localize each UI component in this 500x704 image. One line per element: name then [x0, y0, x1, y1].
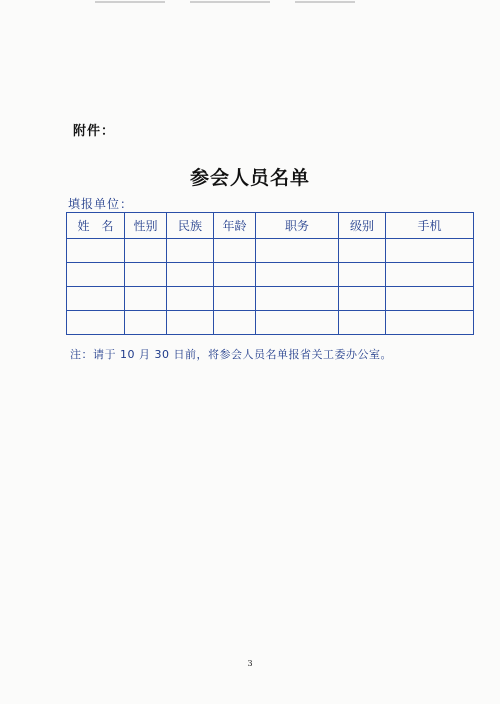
table-cell[interactable]: [167, 239, 214, 263]
table-cell[interactable]: [125, 287, 167, 311]
table-cell[interactable]: [256, 239, 339, 263]
header-position: 职务: [256, 213, 339, 239]
submission-note: 注：请于 10 月 30 日前，将参会人员名单报省关工委办公室。: [70, 348, 392, 361]
header-mobile: 手机: [386, 213, 474, 239]
table-cell[interactable]: [256, 263, 339, 287]
table-cell[interactable]: [67, 287, 125, 311]
attachment-label: 附件：: [73, 124, 116, 139]
table-cell[interactable]: [167, 311, 214, 335]
header-age: 年龄: [214, 213, 256, 239]
table-row: [67, 287, 474, 311]
table-cell[interactable]: [214, 263, 256, 287]
table-row: [67, 263, 474, 287]
header-level: 级别: [339, 213, 386, 239]
document-title: 参会人员名单: [189, 167, 310, 189]
table-cell[interactable]: [386, 311, 474, 335]
table-header-row: [67, 213, 474, 239]
table-cell[interactable]: [125, 311, 167, 335]
table-cell[interactable]: [386, 287, 474, 311]
table-cell[interactable]: [339, 287, 386, 311]
table-cell[interactable]: [339, 311, 386, 335]
table-cell[interactable]: [386, 239, 474, 263]
header-name: 姓 名: [67, 213, 125, 239]
table-cell[interactable]: [67, 311, 125, 335]
table-cell[interactable]: [125, 239, 167, 263]
table-cell[interactable]: [67, 263, 125, 287]
table-cell[interactable]: [256, 311, 339, 335]
scan-marks: [95, 0, 395, 4]
attendee-table: [66, 212, 474, 335]
table-cell[interactable]: [339, 239, 386, 263]
header-ethnicity: 民族: [167, 213, 214, 239]
table-cell[interactable]: [125, 263, 167, 287]
fill-unit-label: 填报单位：: [68, 197, 134, 211]
table-cell[interactable]: [214, 287, 256, 311]
table-cell[interactable]: [339, 263, 386, 287]
table-row: [67, 311, 474, 335]
table-cell[interactable]: [167, 263, 214, 287]
table-cell[interactable]: [214, 311, 256, 335]
page-number: 3: [247, 659, 253, 668]
table-cell[interactable]: [256, 287, 339, 311]
table-cell[interactable]: [386, 263, 474, 287]
table-cell[interactable]: [167, 287, 214, 311]
table-cell[interactable]: [67, 239, 125, 263]
table-cell[interactable]: [214, 239, 256, 263]
table-row: [67, 239, 474, 263]
header-gender: 性别: [125, 213, 167, 239]
